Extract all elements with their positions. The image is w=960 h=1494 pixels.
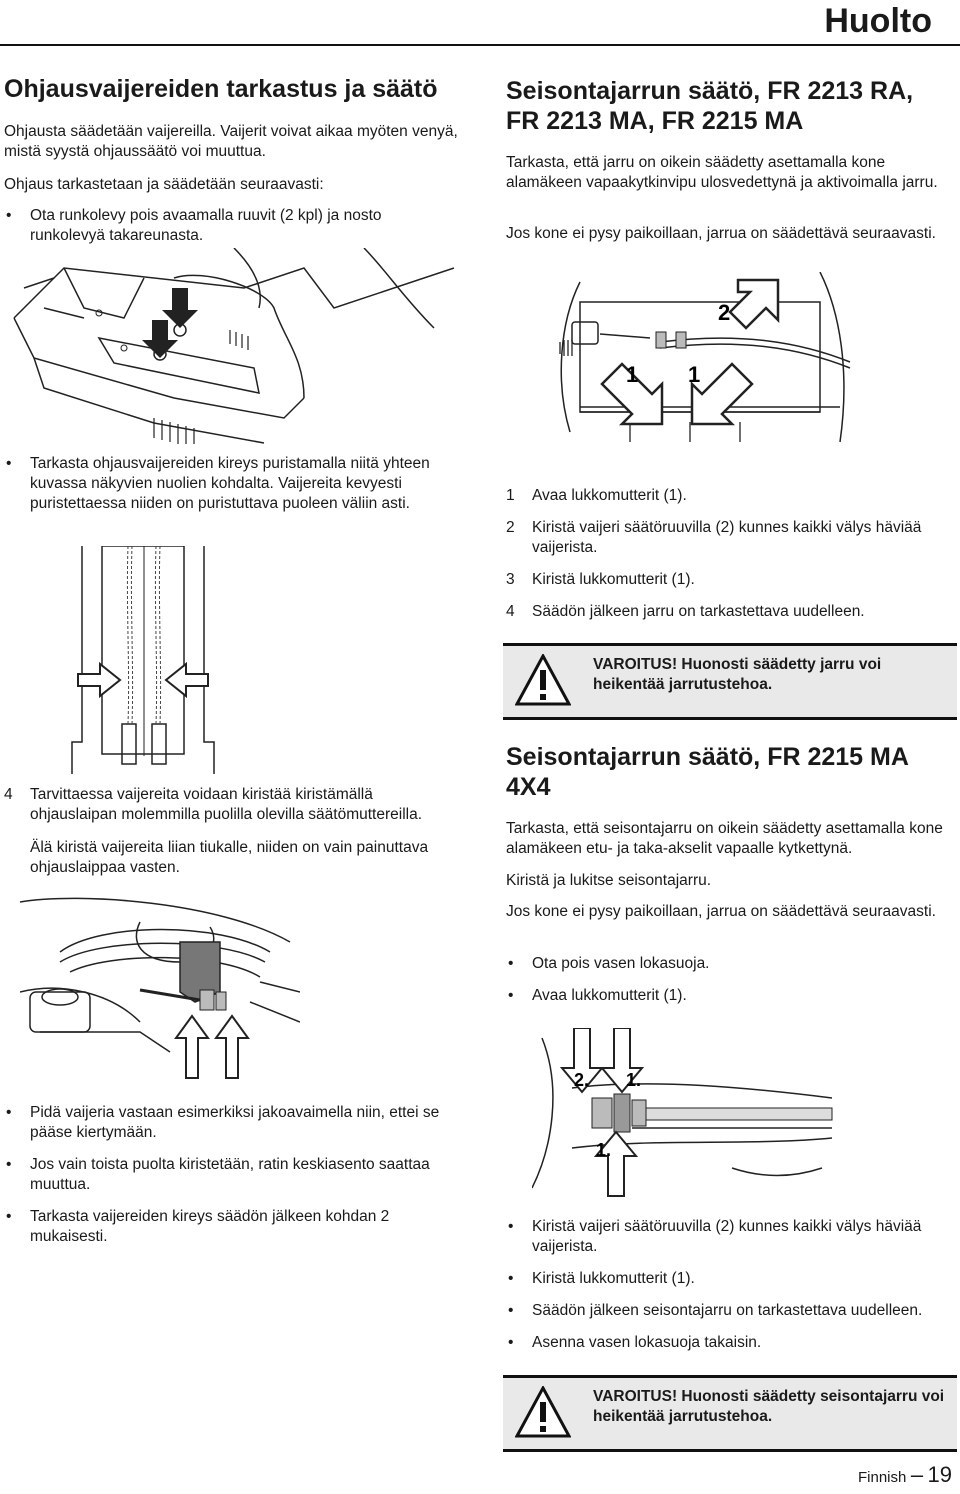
- left-intro-2: Ohjaus tarkastetaan ja säädetään seuraavasti:: [4, 176, 324, 193]
- right-steps: [506, 486, 951, 634]
- list-item: • Säädön jälkeen seisontajarru on tarkastettava uudelleen.: [506, 1301, 956, 1321]
- right-paragraph-2: Jos kone ei pysy paikoillaan, jarrua on säädettävä seuraavasti.: [506, 225, 936, 242]
- right-heading-1: Seisontajarrun säätö, FR 2213 RA, FR 2213 MA, FR 2215 MA: [506, 77, 914, 135]
- list-item: [506, 486, 951, 506]
- step-text: Kiristä vaijeri säätöruuvilla (2) kunnes kaikki välys häviää vaijerista.: [532, 519, 922, 556]
- page-number: 19: [927, 1462, 952, 1487]
- left-bullets-2: [4, 454, 444, 526]
- step-text: Avaa lukkomutterit (1).: [532, 487, 687, 504]
- footer-language: Finnish: [858, 1469, 907, 1486]
- right-paragraph-1: Tarkasta, että jarru on oikein säädetty asettamalla kone alamäkeen vapaakytkinvipu ulosvedettynä ja aktivoimalla jarru.: [506, 154, 938, 191]
- warning-text-2: VAROITUS! Huonosti säädetty seisontajarru voi heikentää jarrutustehoa.: [593, 1388, 945, 1425]
- step-text: Tarvittaessa vaijereita voidaan kiristää kiristämällä ohjauslaipan molemmilla puolilla olevilla säätömuttereilla.: [30, 786, 423, 823]
- warning-icon: [515, 1386, 571, 1438]
- fig-label-2: 2: [718, 300, 731, 325]
- right-paragraph-4: Kiristä ja lukitse seisontajarru.: [506, 872, 712, 889]
- step-number: 1: [506, 487, 515, 504]
- left-intro-1: Ohjausta säädetään vaijereilla. Vaijerit voivat aikaa myöten venyä, mistä syystä ohjaussäätö voi muuttua.: [4, 123, 458, 160]
- brake-adjust-figure: [540, 272, 880, 458]
- warning-box-1: [503, 643, 957, 720]
- left-step-4-note: Älä kiristä vaijereita liian tiukalle, niiden on vain painuttava ohjauslaippaa vasten.: [30, 839, 429, 876]
- steering-pulley-figure: [20, 882, 300, 1082]
- list-item: • Ota pois vasen lokasuoja.: [506, 954, 946, 974]
- right-paragraph-5: Jos kone ei pysy paikoillaan, jarrua on säädettävä seuraavasti.: [506, 903, 936, 920]
- footer-separator: –: [910, 1462, 924, 1487]
- list-item: • Kiristä vaijeri säätöruuvilla (2) kunnes kaikki välys häviää vaijerista.: [506, 1217, 956, 1257]
- warning-text-1: VAROITUS! Huonosti säädetty jarru voi heikentää jarrutustehoa.: [593, 656, 882, 693]
- page-title: Huolto: [824, 2, 932, 40]
- right-bullets-b: [506, 1217, 956, 1365]
- fig2-label-1b: 1.: [596, 1140, 612, 1160]
- list-item: • Ota runkolevy pois avaamalla ruuvit (2 kpl) ja nosto runkolevyä takareunasta.: [4, 206, 444, 246]
- left-heading: Ohjausvaijereiden tarkastus ja säätö: [4, 75, 438, 103]
- left-bullets-3: [4, 1103, 454, 1259]
- step-number: 3: [506, 571, 515, 588]
- list-item: • Tarkasta vaijereiden kireys säädön jälkeen kohdan 2 mukaisesti.: [4, 1207, 454, 1247]
- fig-label-1b: 1: [688, 362, 701, 387]
- right-bullets-a: [506, 954, 946, 1018]
- frame-plate-figure: [4, 248, 464, 444]
- warning-box-2: [503, 1375, 957, 1452]
- fig-label-1a: 1: [626, 362, 639, 387]
- list-item: • Jos vain toista puolta kiristetään, ratin keskiasento saattaa muuttua.: [4, 1155, 454, 1195]
- page-footer: [858, 1462, 952, 1488]
- step-number: 2: [506, 519, 515, 536]
- list-item: • Tarkasta ohjausvaijereiden kireys puristamalla niitä yhteen kuvassa näkyvien nuolien kohdalta. Vaijereita kevyesti puristettaessa niiden on puristuttava puoleen väliin asti.: [4, 454, 444, 514]
- list-item: • Asenna vasen lokasuoja takaisin.: [506, 1333, 956, 1353]
- list-item: [506, 518, 951, 558]
- step-text: Kiristä lukkomutterit (1).: [532, 571, 695, 588]
- right-paragraph-3: Tarkasta, että seisontajarru on oikein säädetty asettamalla kone alamäkeen etu- ja taka-akselit vapaalle kytkettynä.: [506, 820, 943, 857]
- warning-icon: [515, 654, 571, 706]
- list-item: [506, 570, 951, 590]
- step-number: 4: [506, 603, 515, 620]
- step-text: Säädön jälkeen jarru on tarkastettava uudelleen.: [532, 603, 865, 620]
- list-item: • Avaa lukkomutterit (1).: [506, 986, 946, 1006]
- step-number: 4: [4, 786, 13, 803]
- fig2-label-1a: 1.: [626, 1070, 642, 1090]
- brake-4x4-figure: [532, 1028, 852, 1200]
- list-item: [506, 602, 951, 622]
- list-item: • Kiristä lukkomutterit (1).: [506, 1269, 956, 1289]
- left-step-4: [4, 785, 452, 837]
- fig2-label-2: 2.: [574, 1070, 590, 1090]
- list-item: [4, 785, 452, 825]
- cable-figure: [68, 546, 218, 774]
- title-divider: [0, 44, 960, 46]
- right-heading-2: Seisontajarrun säätö, FR 2215 MA 4X4: [506, 743, 908, 801]
- list-item: • Pidä vaijeria vastaan esimerkiksi jakoavaimella niin, ettei se pääse kiertymään.: [4, 1103, 454, 1143]
